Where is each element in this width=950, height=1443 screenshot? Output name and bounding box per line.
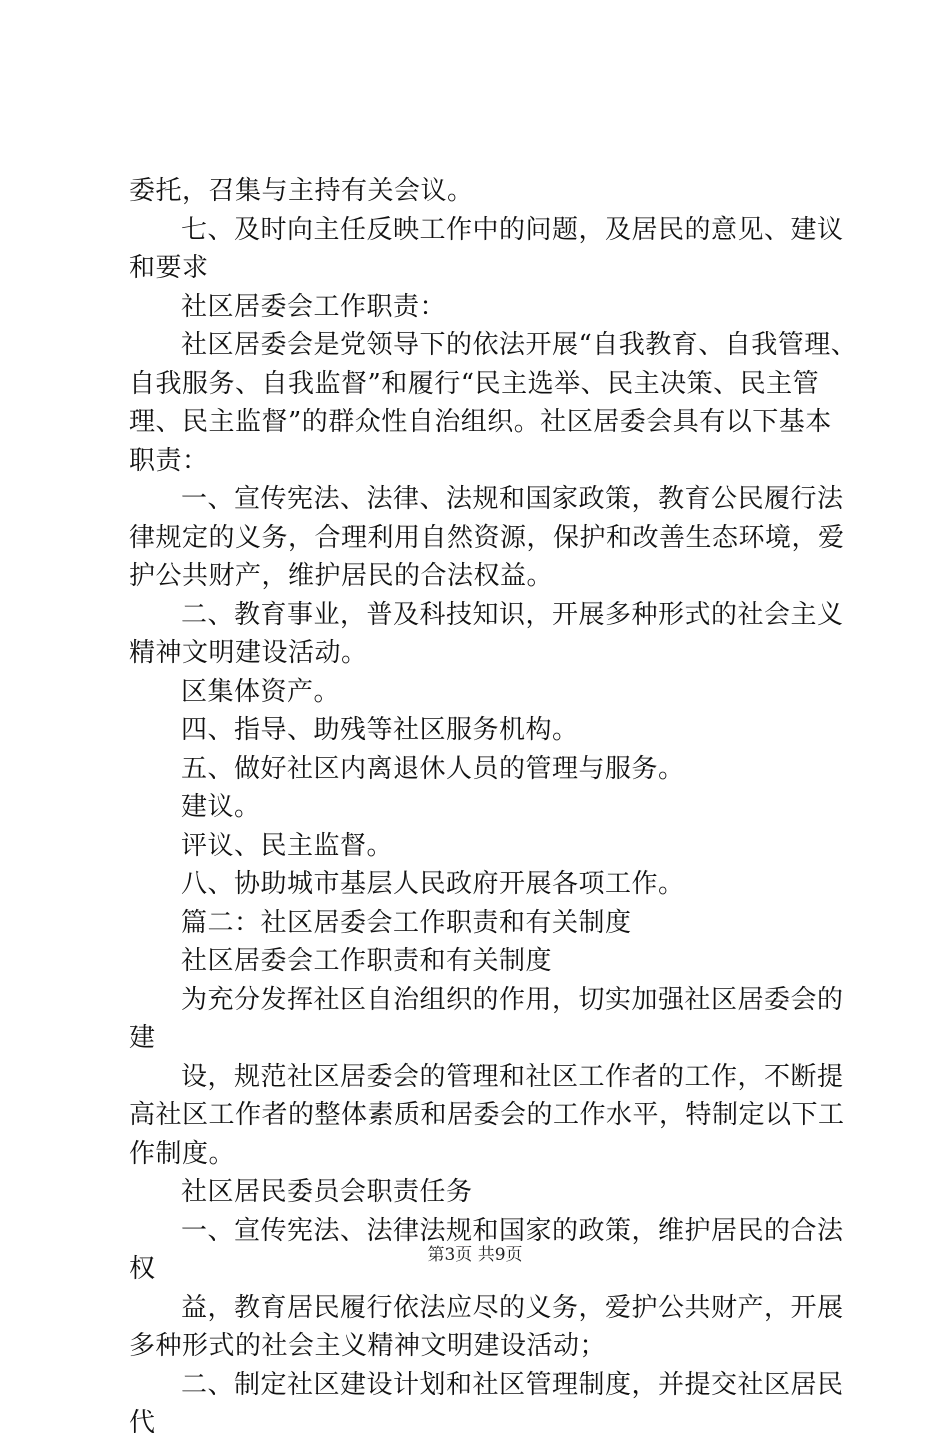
text-line: 二、制定社区建设计划和社区管理制度，并提交社区居民 bbox=[181, 1369, 844, 1400]
text-line: 七、及时向主任反映工作中的问题，及居民的意见、建议 bbox=[181, 214, 844, 245]
text-line: 高社区工作者的整体素质和居委会的工作水平，特制定以下工 bbox=[129, 1100, 845, 1130]
text-line: 四、指导、助残等社区服务机构。 bbox=[181, 715, 579, 745]
text-line: 二、教育事业，普及科技知识，开展多种形式的社会主义 bbox=[181, 599, 844, 630]
section-heading: 社区居委会工作职责： bbox=[181, 291, 447, 322]
text-line: 委托，召集与主持有关会议。 bbox=[129, 176, 474, 206]
text-line: 五、做好社区内离退休人员的管理与服务。 bbox=[181, 753, 685, 784]
text-line: 建 bbox=[129, 1023, 156, 1053]
text-line: 精神文明建设活动。 bbox=[129, 638, 368, 668]
text-line: 代 bbox=[129, 1408, 156, 1438]
text-line: 多种形式的社会主义精神文明建设活动； bbox=[129, 1331, 607, 1361]
text-line: 律规定的义务，合理利用自然资源，保护和改善生态环境，爱 bbox=[129, 522, 845, 553]
section-heading: 社区居委会工作职责和有关制度 bbox=[181, 946, 553, 976]
text-line: 作制度。 bbox=[129, 1138, 236, 1169]
text-line: 社区居委会是党领导下的依法开展“自我教育、自我管理、 bbox=[181, 330, 858, 360]
text-line: 一、宣传宪法、法律法规和国家的政策，维护居民的合法 bbox=[181, 1215, 844, 1246]
text-line: 评议、民主监督。 bbox=[181, 830, 394, 861]
text-line: 理、民主监督”的群众性自治组织。社区居委会具有以下基本 bbox=[129, 407, 832, 437]
text-line: 八、协助城市基层人民政府开展各项工作。 bbox=[181, 869, 685, 899]
text-line: 为充分发挥社区自治组织的作用，切实加强社区居委会的 bbox=[181, 984, 844, 1015]
text-line: 自我服务、自我监督”和履行“民主选举、民主决策、民主管 bbox=[129, 368, 820, 399]
text-line: 一、宣传宪法、法律、法规和国家政策，教育公民履行法 bbox=[181, 484, 844, 514]
text-line: 权 bbox=[129, 1254, 156, 1284]
page-number-footer: 第3页 共9页 bbox=[427, 1245, 523, 1265]
text-line: 设，规范社区居委会的管理和社区工作者的工作，不断提 bbox=[181, 1061, 844, 1092]
text-line: 区集体资产。 bbox=[181, 676, 341, 707]
text-line: 益，教育居民履行依法应尽的义务，爱护公共财产，开展 bbox=[181, 1292, 844, 1323]
text-line: 护公共财产，维护居民的合法权益。 bbox=[129, 561, 554, 591]
section-heading: 篇二：社区居委会工作职责和有关制度 bbox=[181, 907, 632, 938]
text-line: 和要求 bbox=[129, 253, 209, 283]
text-line: 职责： bbox=[129, 445, 209, 476]
section-heading: 社区居民委员会职责任务 bbox=[181, 1177, 473, 1207]
text-line: 建议。 bbox=[181, 792, 261, 822]
